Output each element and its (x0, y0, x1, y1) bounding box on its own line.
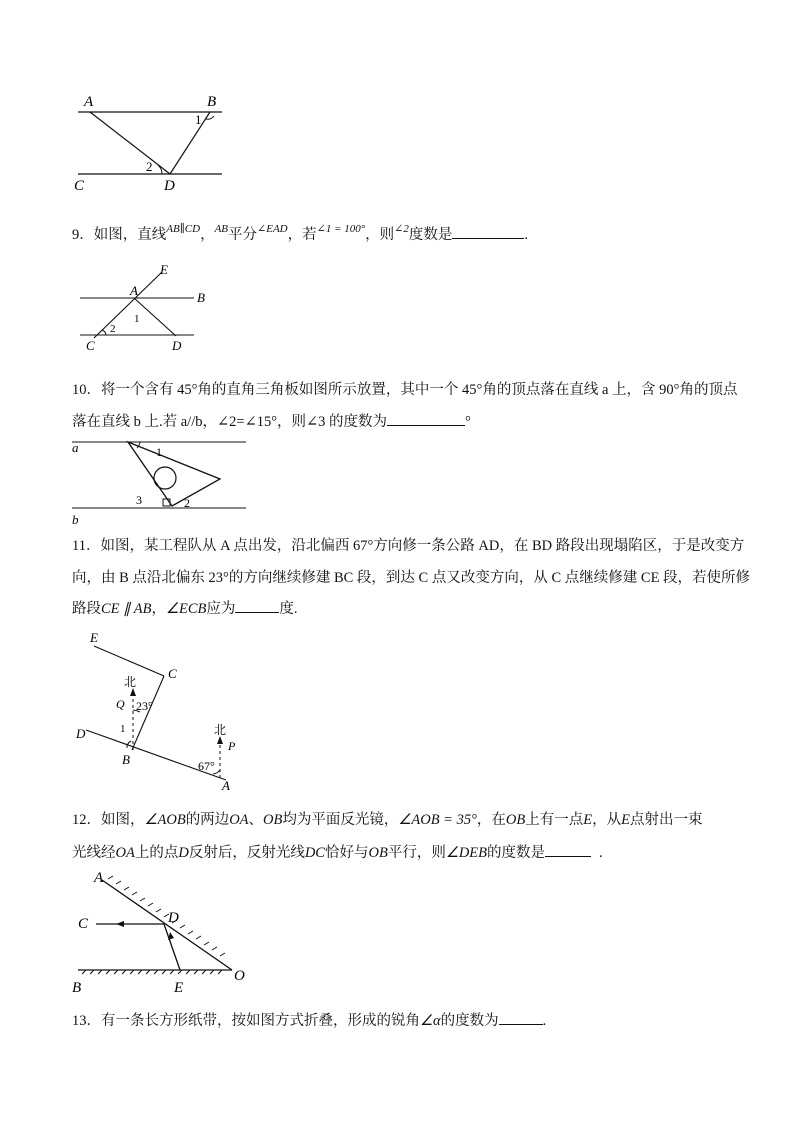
angle-1-label: 1 (156, 445, 162, 459)
label-A: A (222, 778, 230, 792)
figure-q8 (70, 92, 230, 197)
angle-67-label: 67° (198, 759, 215, 773)
north-label-1: 北 (124, 675, 137, 689)
formula-angle1: ∠1 = 100° (316, 223, 366, 235)
figure-q9 (72, 262, 222, 352)
label-A: A (84, 94, 94, 110)
answer-blank-12[interactable] (545, 842, 591, 857)
question-11-line1: 11．如图，某工程队从 A 点出发，沿北偏西 67°方向修一条公路 AD，在 BD 路段出现塌陷区，于是改变方 (72, 538, 745, 554)
answer-blank-10[interactable] (387, 411, 465, 426)
question-11-line2: 向，由 B 点沿北偏东 23°的方向继续修建 BC 段，到达 C 点又改变方向，从 C 点继续修建 CE 段，若使所修 (72, 570, 751, 586)
label-C: C (86, 338, 95, 352)
label-C: C (74, 178, 85, 194)
line-a-label: a (72, 440, 79, 455)
angle-23-label: 23° (136, 699, 153, 713)
label-D: D (168, 910, 179, 926)
angle-1-label: 1 (120, 723, 126, 735)
label-D: D (164, 178, 175, 194)
formula-alpha: ∠α (420, 1013, 441, 1029)
question-11-line3: 路段CE ∥ AB，∠ECB应为 度. (72, 598, 298, 619)
label-D: D (76, 726, 86, 741)
question-10-line1: 10．将一个含有 45°角的直角三角板如图所示放置，其中一个 45°角的顶点落在直线 a 上，含 90°角的顶点 (72, 382, 738, 398)
formula-ab: AB (214, 223, 229, 235)
formula-ab-parallel-cd: AB∥CD (166, 223, 201, 235)
line-b-label: b (72, 512, 79, 526)
answer-blank-13[interactable] (499, 1010, 543, 1025)
figure-q11 (72, 626, 252, 792)
label-B: B (207, 94, 217, 110)
answer-blank-11[interactable] (235, 598, 279, 613)
formula-ce-parallel-ab: CE ∥ AB (101, 601, 152, 617)
label-A: A (94, 870, 104, 886)
north-label-2: 北 (214, 723, 227, 737)
formula-angle2: ∠2 (394, 223, 409, 235)
figure-q12 (72, 866, 252, 998)
figure-q10 (70, 434, 250, 526)
question-12-line2: 光线经OA上的点D反射后，反射光线DC恰好与OB平行，则∠DEB的度数是 . (72, 842, 603, 863)
angle-3-label: 3 (136, 493, 142, 507)
formula-ead: ∠EAD (257, 223, 288, 235)
question-9: 9．如图，直线$^{AB\parallel CD}$，$^{AB}$平分$^{\angle EAD}$，若$^{\angle 1 = 100^\circ}$，则$^{\angle 2}$度数是 . (72, 223, 529, 243)
label-E: E (174, 980, 184, 996)
label-C: C (168, 666, 177, 681)
angle-2-label: 2 (146, 159, 153, 174)
question-12-line1: 12．如图，∠AOB的两边OA、OB均为平面反光镜，∠AOB = 35°，在OB上有一点E，从E点射出一束 (72, 812, 703, 828)
question-10-line2: 落在直线 b 上.若 a//b，∠2=∠15°，则∠3 的度数为 ° (72, 411, 471, 432)
label-Q: Q (116, 697, 125, 711)
formula-ecb: ∠ECB (165, 601, 207, 617)
angle-2-label: 2 (184, 496, 190, 510)
angle-2-label: 2 (110, 323, 116, 335)
label-B: B (122, 752, 130, 767)
label-B: B (197, 290, 205, 305)
label-C: C (78, 916, 89, 932)
label-O: O (234, 968, 245, 984)
angle-1-label: 1 (195, 112, 202, 127)
label-E: E (160, 262, 168, 277)
angle-1-label: 1 (134, 313, 140, 325)
question-13: 13．有一条长方形纸带，按如图方式折叠，形成的锐角∠α的度数为 . (72, 1010, 546, 1031)
label-E: E (90, 630, 98, 645)
label-B: B (72, 980, 82, 996)
label-A: A (130, 283, 138, 298)
answer-blank-9[interactable] (452, 224, 524, 239)
label-D: D (172, 338, 182, 352)
label-P: P (228, 739, 236, 753)
